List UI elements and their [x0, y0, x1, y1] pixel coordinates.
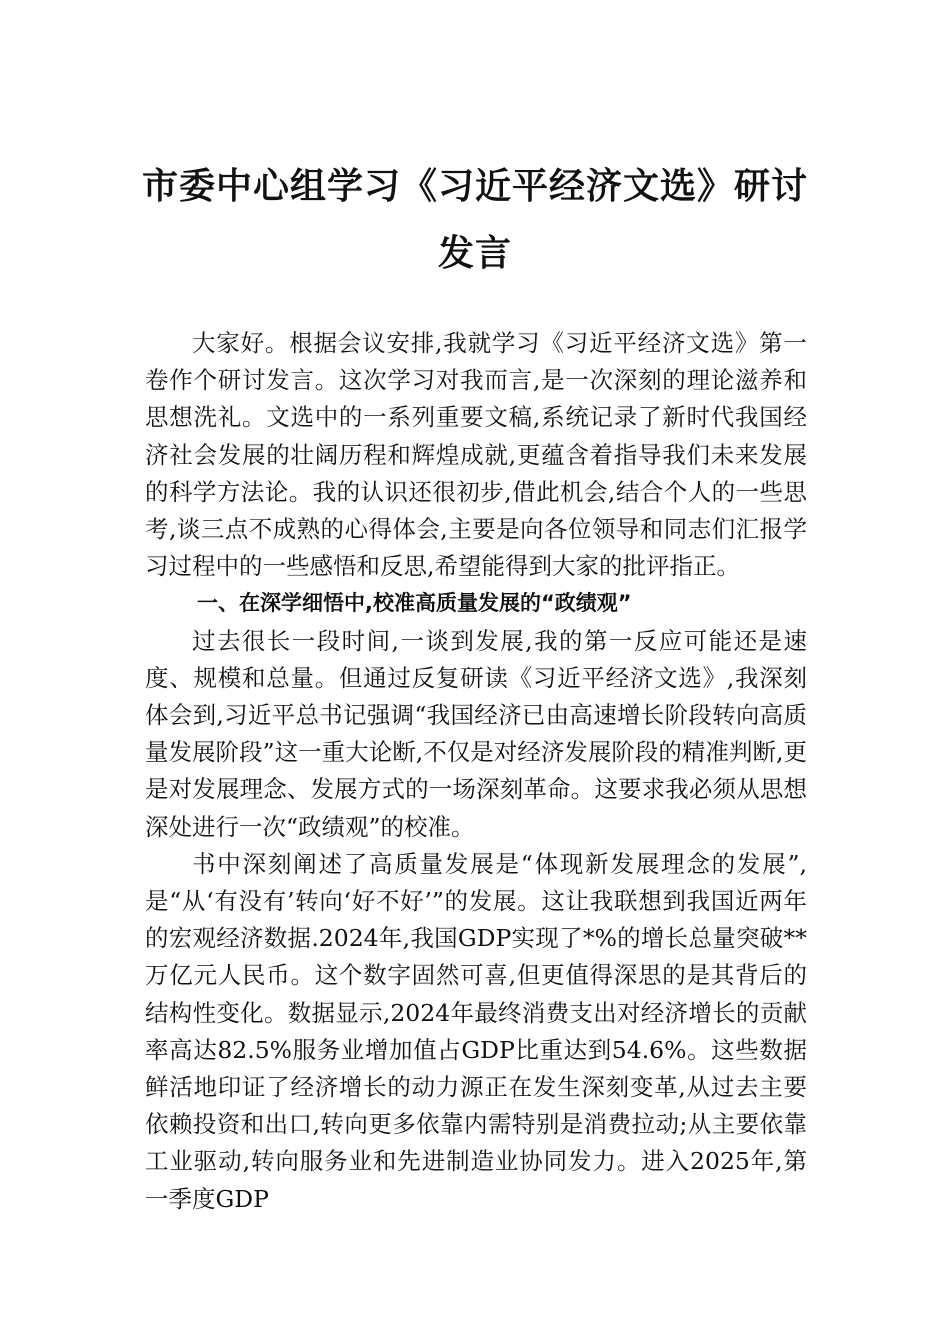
paragraph-intro: 大家好。根据会议安排,我就学习《习近平经济文选》第一卷作个研讨发言。这次学习对我而言,是一次深刻的理论滋养和思想洗礼。文选中的一系列重要文稿,系统记录了新时代我国经济社会发展的壮阔历程和辉煌成就,更蕴含着指导我们未来发展的科学方法论。我的认识还很初步,借此机会,结合个人的一些思考,谈三点不成熟的心得体会,主要是向各位领导和同志们汇报学习过程中的一些感悟和反思,希望能得到大家的批评指正。 — [145, 329, 807, 581]
document-body — [145, 325, 807, 1218]
document-title-line-2: 发言 — [437, 232, 512, 274]
paragraph-section-1: 过去很长一段时间,一谈到发展,我的第一反应可能还是速度、规模和总量。但通过反复研读《习近平经济文选》,我深刻体会到,习近平总书记强调“我国经济已由高速增长阶段转向高质量发展阶段”这一重大论断,不仅是对经济发展阶段的精准判断,更是对发展理念、发展方式的一场深刻革命。这要求我必须从思想深处进行一次“政绩观”的校准。 — [145, 626, 807, 841]
paragraph-section-1-data: 书中深刻阐述了高质量发展是“体现新发展理念的发展”,是“从‘有没有’转向‘好不好’”的发展。这让我联想到我国近两年的宏观经济数据.2024年,我国GDP实现了*%的增长总量突破**万亿元人民币。这个数字固然可喜,但更值得深思的是其背后的结构性变化。数据显示,2024年最终消费支出对经济增长的贡献率高达82.5%服务业增加值占GDP比重达到54.6%。这些数据鲜活地印证了经济增长的动力源正在发生深刻变革,从过去主要依赖投资和出口,转向更多依靠内需特别是消费拉动;从主要依靠工业驱动,转向服务业和先进制造业协同发力。进入2025年,第一季度GDP — [145, 849, 807, 1213]
section-heading: 一、在深学细悟中,校准高质量发展的“政绩观” — [197, 591, 632, 616]
document-title-line-1: 市委中心组学习《习近平经济文选》研讨 — [141, 165, 808, 207]
